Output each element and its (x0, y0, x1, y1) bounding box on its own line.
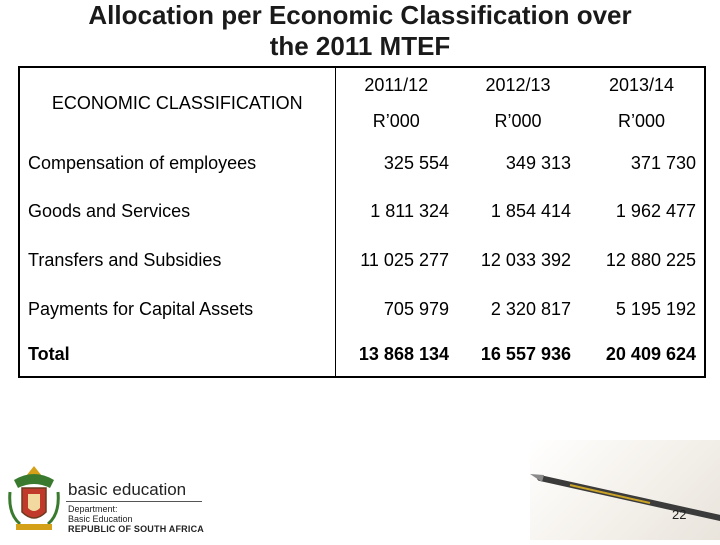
cell-value: 12 880 225 (605, 249, 696, 270)
row-label: Goods and Services (19, 187, 335, 235)
slide-title-line1: Allocation per Economic Classification over (88, 0, 632, 30)
table-row (19, 187, 705, 235)
cell-value: 1 811 324 (370, 200, 449, 221)
cell-value-total: 20 409 624 (605, 344, 696, 364)
brand-sub-line: Department: (68, 504, 118, 514)
column-header-unit: R’000 (372, 110, 420, 131)
allocation-table (18, 66, 706, 378)
fountain-pen-icon (530, 440, 720, 540)
cell-value-total: 16 557 936 (480, 344, 571, 364)
row-label: Payments for Capital Assets (19, 285, 335, 333)
cell-value: 1 854 414 (490, 200, 571, 221)
cell-value: 705 979 (383, 298, 449, 319)
column-header-classification: ECONOMIC CLASSIFICATION (19, 67, 335, 139)
pen-photo (530, 440, 720, 540)
brand-sub-line: REPUBLIC OF SOUTH AFRICA (68, 524, 204, 534)
brand-divider (66, 501, 202, 502)
cell-value: 12 033 392 (480, 249, 571, 270)
row-label: Transfers and Subsidies (19, 235, 335, 285)
page-number: 22 (672, 507, 687, 522)
table-row (19, 235, 705, 285)
brand-sub-line: Basic Education (68, 514, 133, 524)
cell-value: 11 025 277 (360, 249, 449, 270)
cell-value: 349 313 (505, 152, 571, 173)
brand-name: basic education (68, 480, 187, 499)
cell-value: 5 195 192 (615, 298, 696, 319)
cell-value: 325 554 (383, 152, 449, 173)
row-label-total: Total (19, 333, 335, 377)
column-header-year: 2013/14 (608, 75, 675, 95)
header-row-years (19, 67, 705, 103)
brand-subtitle (68, 504, 204, 534)
table-row (19, 285, 705, 333)
cell-value: 371 730 (630, 152, 696, 173)
table-row-total (19, 333, 705, 377)
row-label: Compensation of employees (19, 139, 335, 187)
coat-of-arms-icon (6, 462, 62, 536)
column-header-year: 2012/13 (485, 75, 551, 95)
table-row (19, 139, 705, 187)
cell-value: 1 962 477 (615, 200, 696, 221)
cell-value-total: 13 868 134 (358, 344, 449, 364)
slide-title-line2: the 2011 MTEF (269, 31, 451, 61)
column-header-unit: R’000 (617, 110, 666, 131)
cell-value: 2 320 817 (490, 298, 571, 319)
column-header-unit: R’000 (494, 110, 542, 131)
slide-title (0, 0, 720, 62)
column-header-year: 2011/12 (364, 75, 429, 95)
